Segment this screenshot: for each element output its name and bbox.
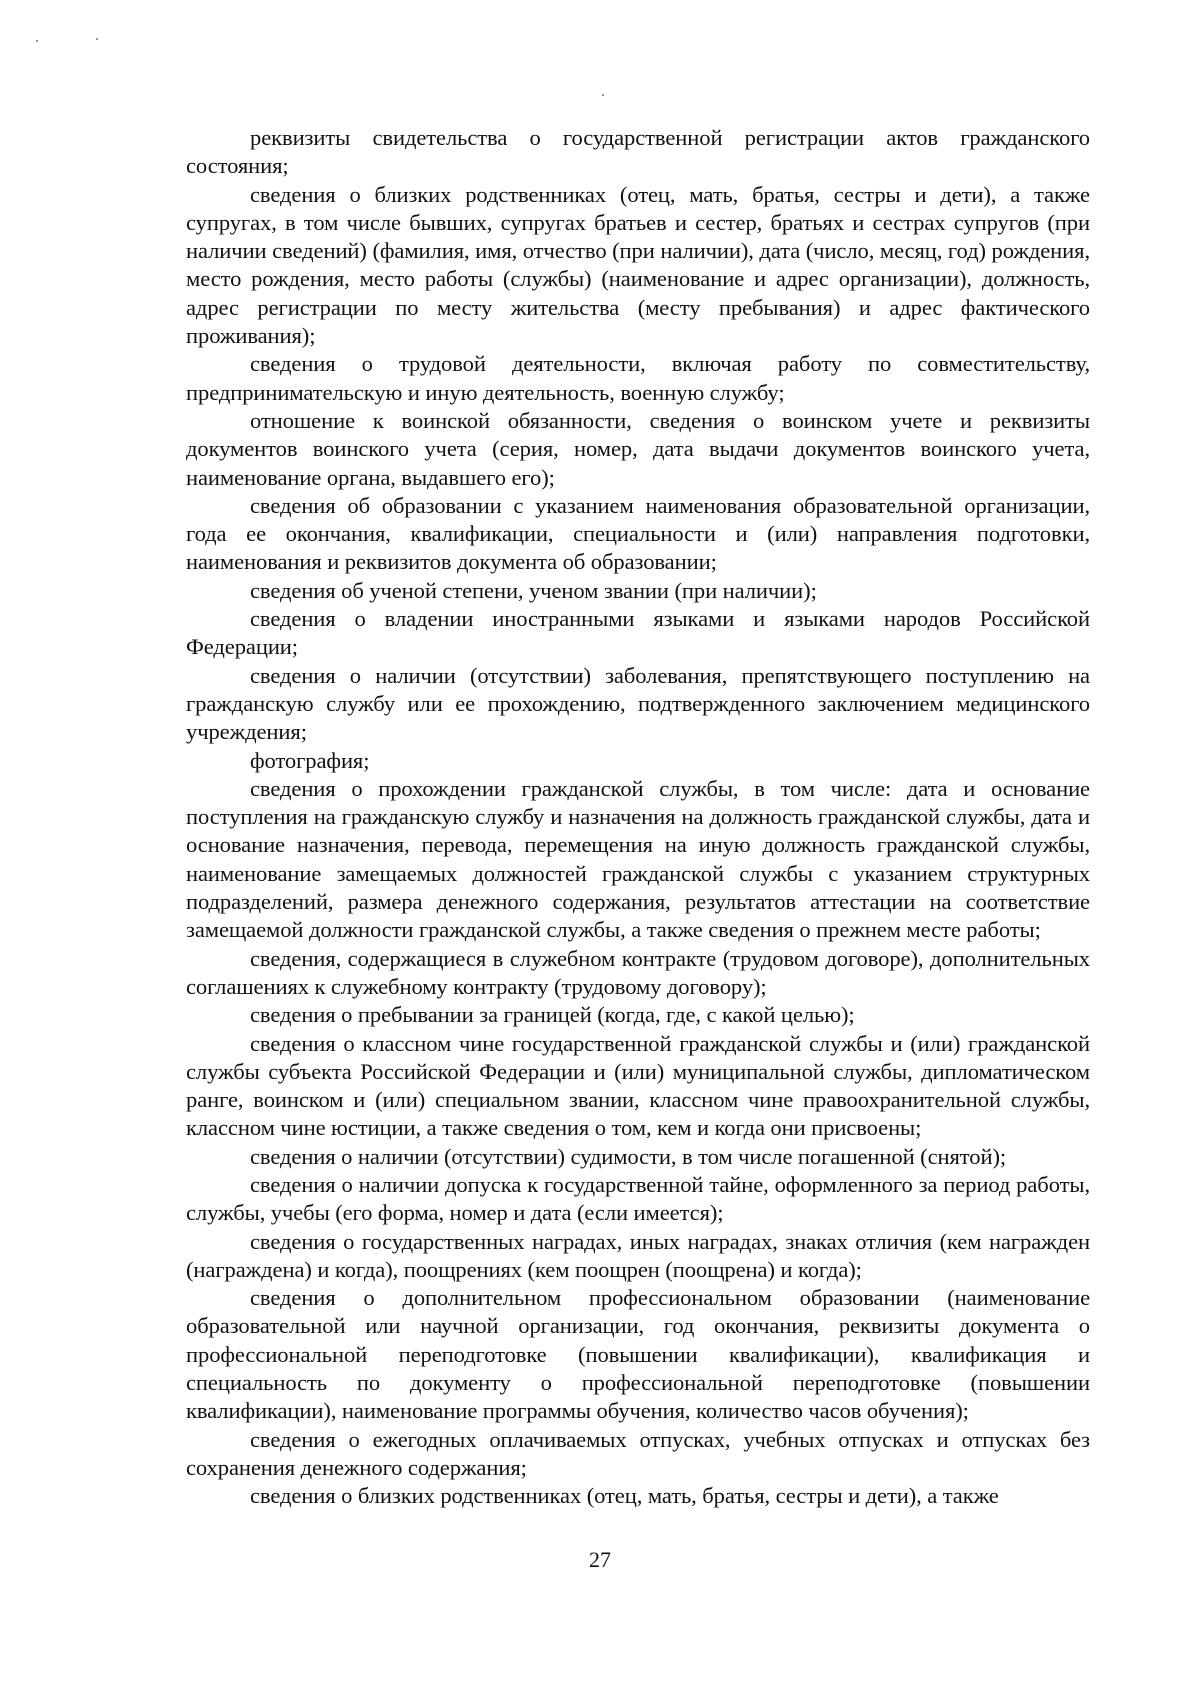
paragraph: сведения о ежегодных оплачиваемых отпусках, учебных отпусках и отпусках без сохранения денежного содержания; — [186, 1426, 1090, 1480]
document-body — [186, 124, 1090, 1511]
paragraph: сведения о наличии (отсутствии) заболевания, препятствующего поступлению на гражданскую службу или ее прохождению, подтвержденного заключением медицинского учреждения; — [186, 662, 1090, 745]
paragraph: фотография; — [250, 747, 370, 773]
scan-speck — [602, 94, 604, 96]
paragraph: сведения об образовании с указанием наименования образовательной организации, года ее окончания, квалификации, специальности и (или) направления подготовки, наименования и реквизитов документа об образовании; — [186, 492, 1090, 575]
paragraph: сведения о классном чине государственной гражданской службы и (или) гражданской службы субъекта Российской Федерации и (или) муниципальной службы, дипломатическом ранге, воинском и (или) специальном звании, классном чине правоохранительной службы, классном чине юстиции, а также сведения о том, кем и когда они присвоены; — [186, 1030, 1090, 1141]
paragraph: сведения о государственных наградах, иных наградах, знаках отличия (кем награжден (награждена) и когда), поощрениях (кем поощрен (поощрена) и когда); — [186, 1228, 1090, 1282]
page-number: 27 — [589, 1547, 611, 1572]
paragraph: сведения о трудовой деятельности, включая работу по совместительству, предпринимательскую и иную деятельность, военную службу; — [186, 351, 1090, 405]
paragraph: сведения о наличии (отсутствии) судимости, в том числе погашенной (снятой); — [250, 1143, 1007, 1169]
paragraph: сведения о близких родственниках (отец, мать, братья, сестры и дети), а также супругах, в том числе бывших, супругах братьев и сестер, братьях и сестрах супругов (при наличии сведений) (фамилия, имя, отчество (при наличии), дата (число, месяц, год) рождения, место рождения, место работы (службы) (наименование и адрес организации), должность, адрес регистрации по месту жительства (месту пребывания) и адрес фактического проживания); — [186, 181, 1090, 349]
paragraph: сведения об ученой степени, ученом звании (при наличии); — [250, 577, 817, 603]
paragraph: сведения о дополнительном профессиональном образовании (наименование образовательной или научной организации, год окончания, реквизиты документа о профессиональной переподготовке (повышении квалификации), квалификация и специальность по документу о профессиональной переподготовке (повышении квалификации), наименование программы обучения, количество часов обучения); — [186, 1285, 1090, 1424]
scan-speck — [36, 40, 38, 42]
scan-speck — [96, 38, 98, 40]
paragraph: сведения о владении иностранными языками и языками народов Российской Федерации; — [186, 606, 1090, 660]
paragraph: сведения о наличии допуска к государственной тайне, оформленного за период работы, службы, учебы (его форма, номер и дата (если имеется); — [186, 1171, 1090, 1226]
paragraph: сведения о прохождении гражданской службы, в том числе: дата и основание поступления на гражданскую службу и назначения на должность гражданской службы, дата и основание назначения, перевода, перемещения на иную должность гражданской службы, наименование замещаемых должностей гражданской службы с указанием структурных подразделений, размера денежного содержания, результатов аттестации на соответствие замещаемой должности гражданской службы, а также сведения о прежнем месте работы; — [186, 775, 1090, 943]
paragraph: сведения, содержащиеся в служебном контракте (трудовом договоре), дополнительных соглашениях к служебному контракту (трудовому договору); — [186, 945, 1090, 999]
paragraph: реквизиты свидетельства о государственной регистрации актов гражданского состояния; — [186, 125, 1090, 179]
paragraph: сведения о близких родственниках (отец, мать, братья, сестры и дети), а также — [250, 1483, 999, 1509]
paragraph: отношение к воинской обязанности, сведения о воинском учете и реквизиты документов воинского учета (серия, номер, дата выдачи документов воинского учета, наименование органа, выдавшего его); — [186, 407, 1090, 490]
paragraph: сведения о пребывании за границей (когда, где, с какой целью); — [250, 1002, 855, 1028]
